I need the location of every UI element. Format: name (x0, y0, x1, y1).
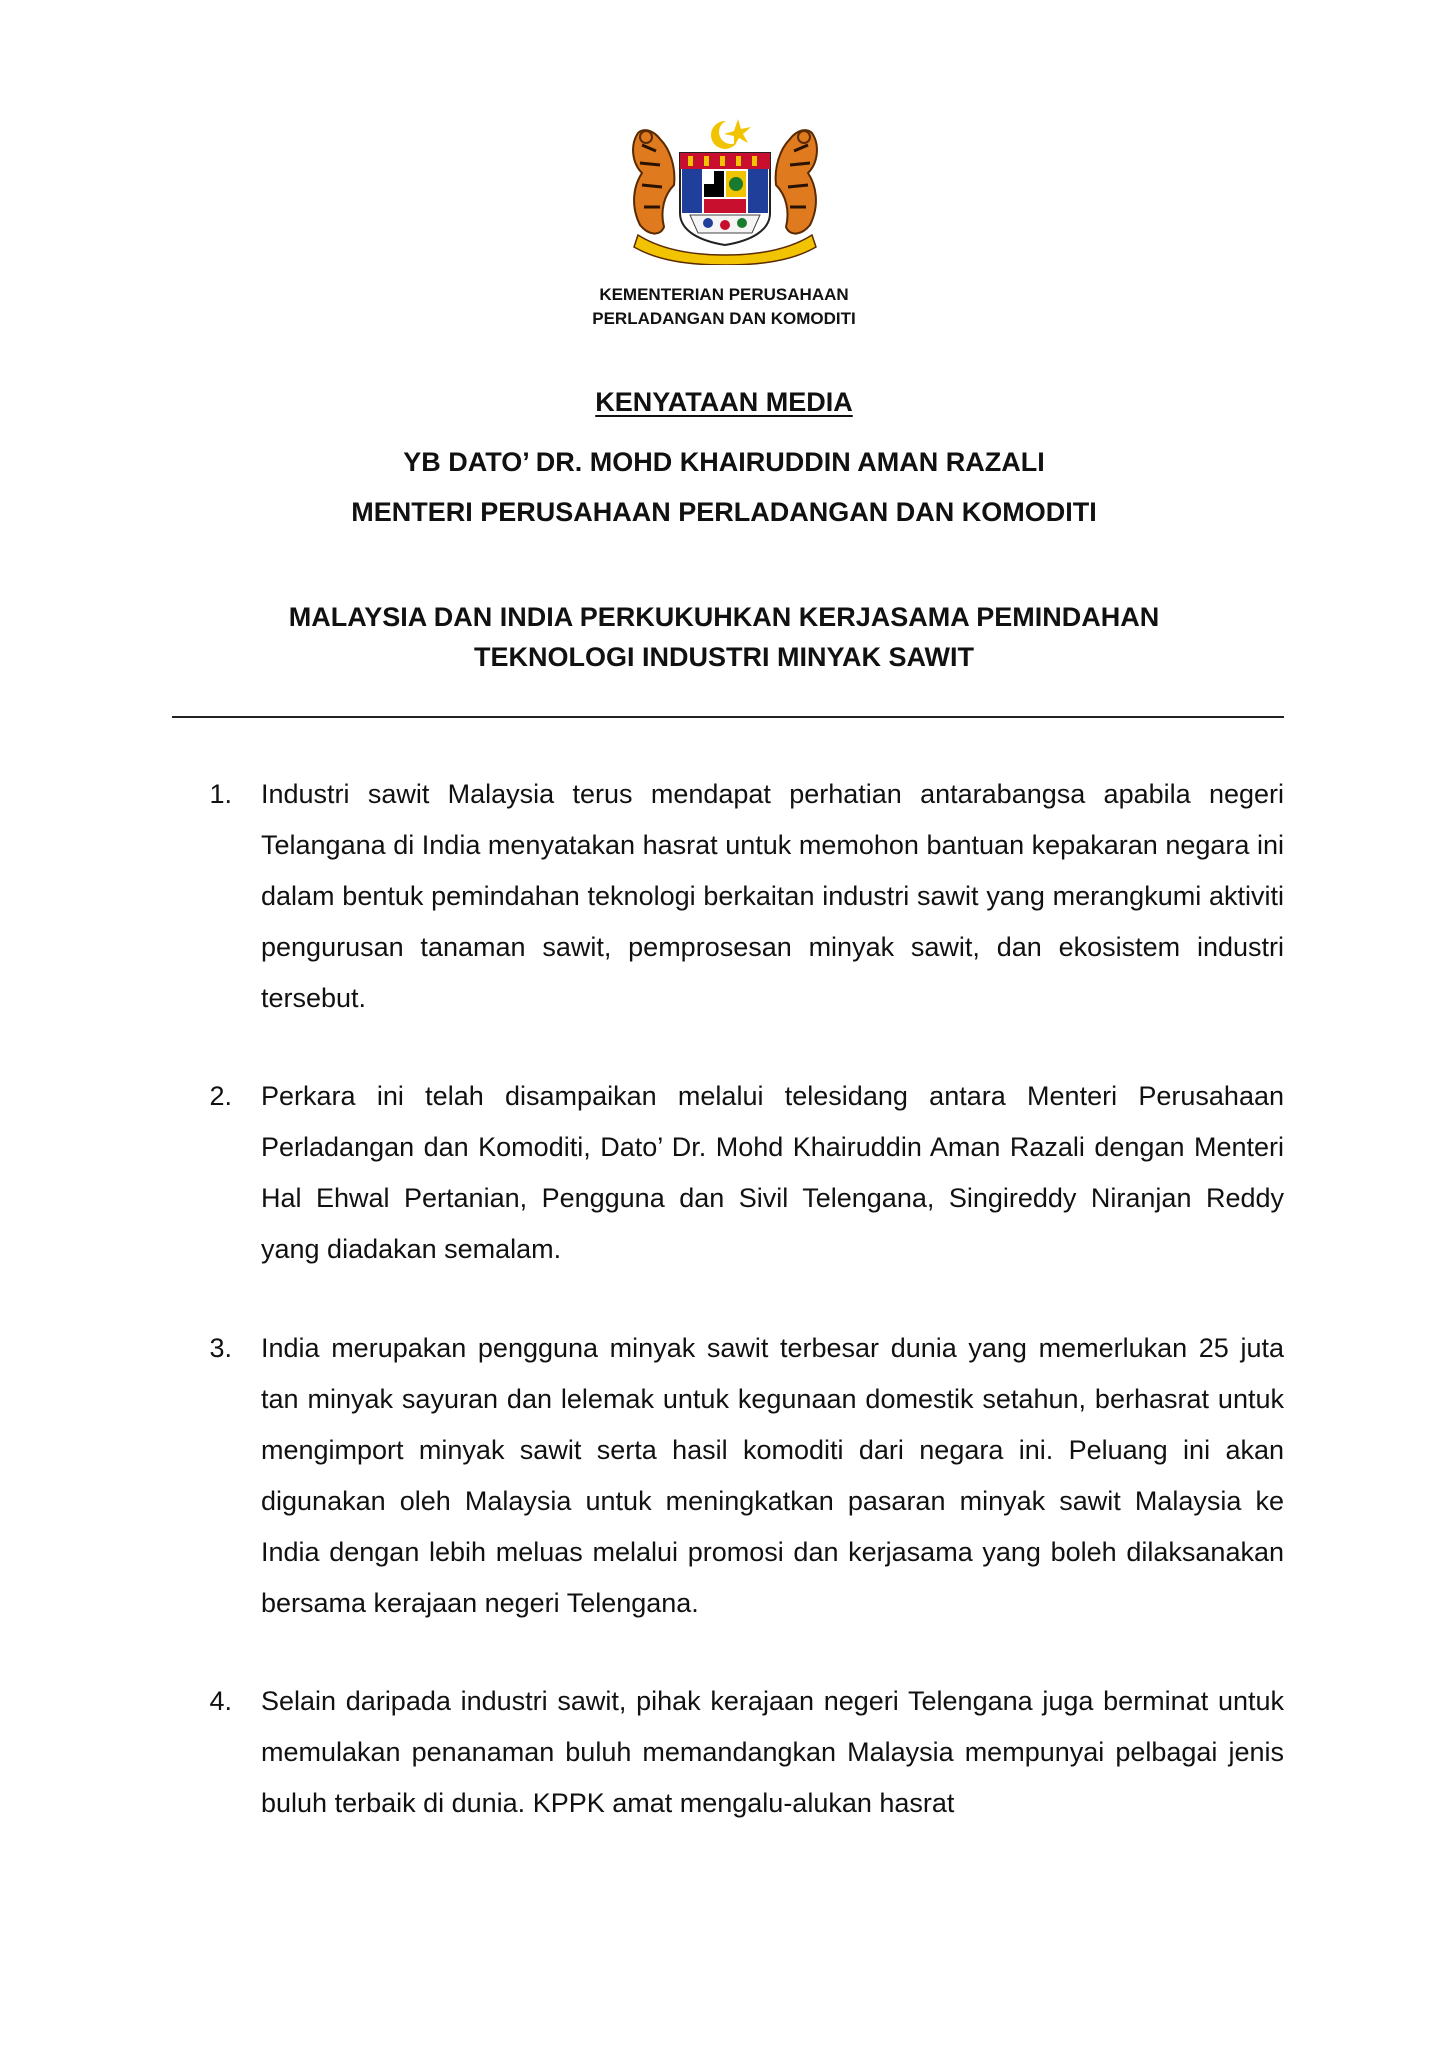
ministry-line-2: PERLADANGAN DAN KOMODITI (592, 309, 856, 328)
minister-name: YB DATO’ DR. MOHD KHAIRUDDIN AMAN RAZALI (403, 447, 1045, 477)
ministry-name (424, 283, 1024, 331)
paragraph-number: 4. (209, 1686, 232, 1716)
ministry-line-1: KEMENTERIAN PERUSAHAAN (599, 285, 849, 304)
document-type-heading: KENYATAAN MEDIA (595, 387, 853, 417)
paragraph-number: 1. (209, 779, 232, 809)
paragraph-text: India merupakan pengguna minyak sawit terbesar dunia yang memerlukan 25 juta tan minyak sayuran dan lelemak untuk kegunaan domestik setahun, berhasrat untuk mengimport minyak sawit serta hasil komoditi dari negara ini. Peluang ini akan digunakan oleh Malaysia untuk meningkatkan pasaran minyak sawit Malaysia ke India dengan lebih meluas melalui promosi dan kerjasama yang boleh dilaksanakan bersama kerajaan negeri Telengana. (261, 1333, 1284, 1618)
press-release-headline (174, 597, 1274, 677)
paragraph-text: Industri sawit Malaysia terus mendapat perhatian antarabangsa apabila negeri Telangana di India menyatakan hasrat untuk memohon bantuan kepakaran negara ini dalam bentuk pemindahan teknologi berkaitan industri sawit yang merangkumi aktiviti pengurusan tanaman sawit, pemprosesan minyak sawit, dan ekosistem industri tersebut. (261, 779, 1284, 1013)
minister-title: MENTERI PERUSAHAAN PERLADANGAN DAN KOMODITI (351, 497, 1097, 527)
coat-of-arms-logo (620, 115, 830, 265)
paragraph-text: Selain daripada industri sawit, pihak kerajaan negeri Telengana juga berminat untuk memulakan penanaman buluh memandangkan Malaysia mempunyai pelbagai jenis buluh terbaik di dunia. KPPK amat mengalu-alukan hasrat (261, 1686, 1284, 1818)
paragraph-text: Perkara ini telah disampaikan melalui telesidang antara Menteri Perusahaan Perladangan dan Komoditi, Dato’ Dr. Mohd Khairuddin Aman Razali dengan Menteri Hal Ehwal Pertanian, Pengguna dan Sivil Telengana, Singireddy Niranjan Reddy yang diadakan semalam. (261, 1081, 1284, 1264)
headline-line-2: TEKNOLOGI INDUSTRI MINYAK SAWIT (473, 642, 974, 672)
paragraph-number: 3. (209, 1333, 232, 1363)
paragraph-number: 2. (209, 1081, 232, 1111)
horizontal-divider (172, 716, 1284, 718)
headline-line-1: MALAYSIA DAN INDIA PERKUKUHKAN KERJASAMA PEMINDAHAN (288, 602, 1160, 632)
